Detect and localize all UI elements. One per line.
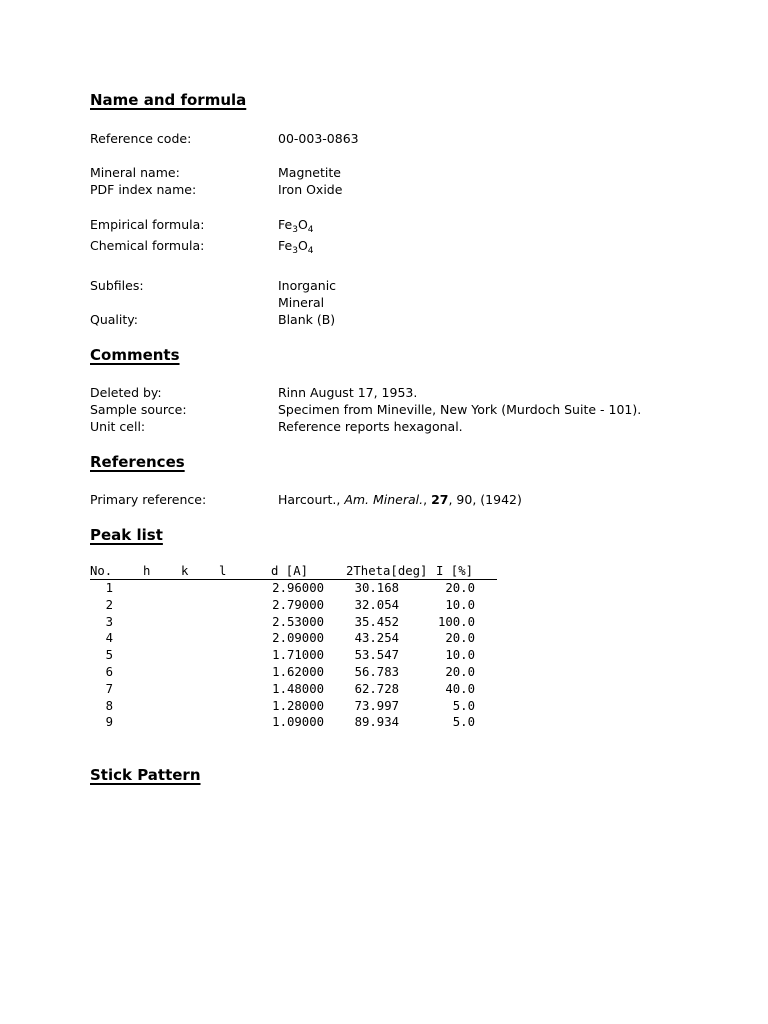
peak-cell-no: 7 [105, 681, 113, 696]
peak-table-row [90, 714, 497, 731]
peak-table-row [90, 630, 497, 647]
chemical-formula-value [278, 237, 314, 254]
formula-subscript: 3 [292, 246, 298, 256]
pdf-index-label: PDF index name: [90, 182, 197, 197]
formula-subscript: 4 [307, 225, 314, 235]
peak-cell-d: 2.79000 [272, 597, 324, 612]
chemical-formula-label: Chemical formula: [90, 238, 205, 253]
peak-cell-d: 1.09000 [272, 715, 324, 730]
section-heading-peak-list: Peak list [90, 526, 163, 544]
formula-element: O [297, 238, 308, 253]
peak-cell-intensity: 5.0 [452, 698, 475, 713]
peak-cell-d: 1.62000 [272, 665, 324, 679]
reference-author: Harcourt., [278, 492, 345, 507]
subfiles-value-inorganic: Inorganic [278, 278, 337, 293]
formula-element: Fe [278, 217, 293, 232]
peak-cell-intensity: 5.0 [452, 715, 475, 730]
peak-cell-no: 8 [105, 698, 113, 713]
reference-rest: , 90, (1942) [448, 492, 522, 507]
section-heading-name-formula: Name and formula [90, 91, 247, 109]
peak-cell-intensity: 20.0 [445, 665, 475, 679]
peak-table-row [90, 580, 497, 597]
section-heading-references: References [90, 453, 185, 471]
peak-cell-2theta: 53.547 [354, 648, 399, 663]
peak-cell-no: 3 [105, 614, 113, 629]
peak-cell-d: 1.71000 [272, 648, 324, 663]
peak-cell-d: 2.09000 [272, 631, 324, 646]
peak-header-d: d [A] [271, 564, 309, 578]
peak-table-row [90, 597, 497, 614]
formula-subscript: 3 [292, 225, 298, 235]
peak-header-2theta: 2Theta[deg] [346, 564, 428, 578]
peak-header-k: k [181, 564, 189, 578]
unit-cell-value: Reference reports hexagonal. [278, 419, 463, 434]
reference-journal: Am. Mineral. [344, 492, 424, 507]
empirical-formula-value [278, 216, 314, 233]
peak-table-row [90, 664, 497, 681]
section-heading-comments: Comments [90, 346, 180, 364]
reference-volume: 27 [431, 492, 449, 507]
peak-cell-2theta: 32.054 [354, 597, 399, 612]
peak-cell-intensity: 10.0 [445, 597, 475, 612]
peak-cell-intensity: 20.0 [445, 631, 475, 646]
peak-cell-d: 2.53000 [272, 614, 324, 629]
formula-element: O [297, 217, 308, 232]
mineral-name-label: Mineral name: [90, 165, 180, 180]
peak-cell-no: 6 [105, 665, 113, 679]
pdf-index-value: Iron Oxide [278, 182, 343, 197]
peak-cell-2theta: 56.783 [354, 665, 399, 679]
peak-cell-d: 1.48000 [272, 681, 324, 696]
primary-reference-label: Primary reference: [90, 492, 207, 507]
peak-table-header [90, 563, 497, 580]
peak-cell-2theta: 43.254 [354, 631, 399, 646]
peak-cell-no: 9 [105, 715, 113, 730]
formula-subscript: 4 [307, 246, 314, 256]
peak-table-row [90, 614, 497, 631]
peak-cell-d: 1.28000 [272, 698, 324, 713]
deleted-by-label: Deleted by: [90, 385, 162, 400]
subfiles-value-mineral: Mineral [278, 295, 325, 310]
peak-cell-intensity: 10.0 [445, 648, 475, 663]
peak-cell-no: 5 [105, 648, 113, 663]
reference-separator: , [423, 492, 432, 507]
peak-cell-2theta: 73.997 [354, 698, 399, 713]
quality-label: Quality: [90, 312, 138, 327]
peak-table-row [90, 698, 497, 715]
peak-cell-no: 4 [105, 631, 113, 646]
peak-header-l: l [219, 564, 227, 578]
section-heading-stick-pattern: Stick Pattern [90, 766, 201, 784]
peak-header-intensity: I [%] [436, 564, 474, 578]
formula-element: Fe [278, 238, 293, 253]
unit-cell-label: Unit cell: [90, 419, 146, 434]
primary-reference-value [278, 491, 522, 508]
peak-cell-no: 2 [105, 597, 113, 612]
quality-value: Blank (B) [278, 312, 336, 327]
peak-cell-intensity: 40.0 [445, 681, 475, 696]
reference-code-label: Reference code: [90, 131, 192, 146]
sample-source-label: Sample source: [90, 402, 187, 417]
peak-cell-2theta: 89.934 [354, 715, 399, 730]
peak-header-h: h [143, 564, 151, 578]
deleted-by-value: Rinn August 17, 1953. [278, 385, 418, 400]
peak-cell-2theta: 30.168 [354, 581, 399, 595]
peak-header-no: No. [90, 564, 113, 578]
mineral-name-value: Magnetite [278, 165, 341, 180]
reference-code-value: 00-003-0863 [278, 131, 359, 146]
peak-table-row [90, 647, 497, 664]
peak-cell-2theta: 62.728 [354, 681, 399, 696]
subfiles-label: Subfiles: [90, 278, 144, 293]
peak-table-row [90, 681, 497, 698]
peak-cell-intensity: 20.0 [445, 581, 475, 595]
empirical-formula-label: Empirical formula: [90, 217, 205, 232]
peak-cell-no: 1 [105, 581, 113, 595]
sample-source-value: Specimen from Mineville, New York (Murdoch Suite - 101). [278, 402, 642, 417]
peak-cell-2theta: 35.452 [354, 614, 399, 629]
peak-cell-d: 2.96000 [272, 581, 324, 595]
peak-cell-intensity: 100.0 [437, 614, 475, 629]
